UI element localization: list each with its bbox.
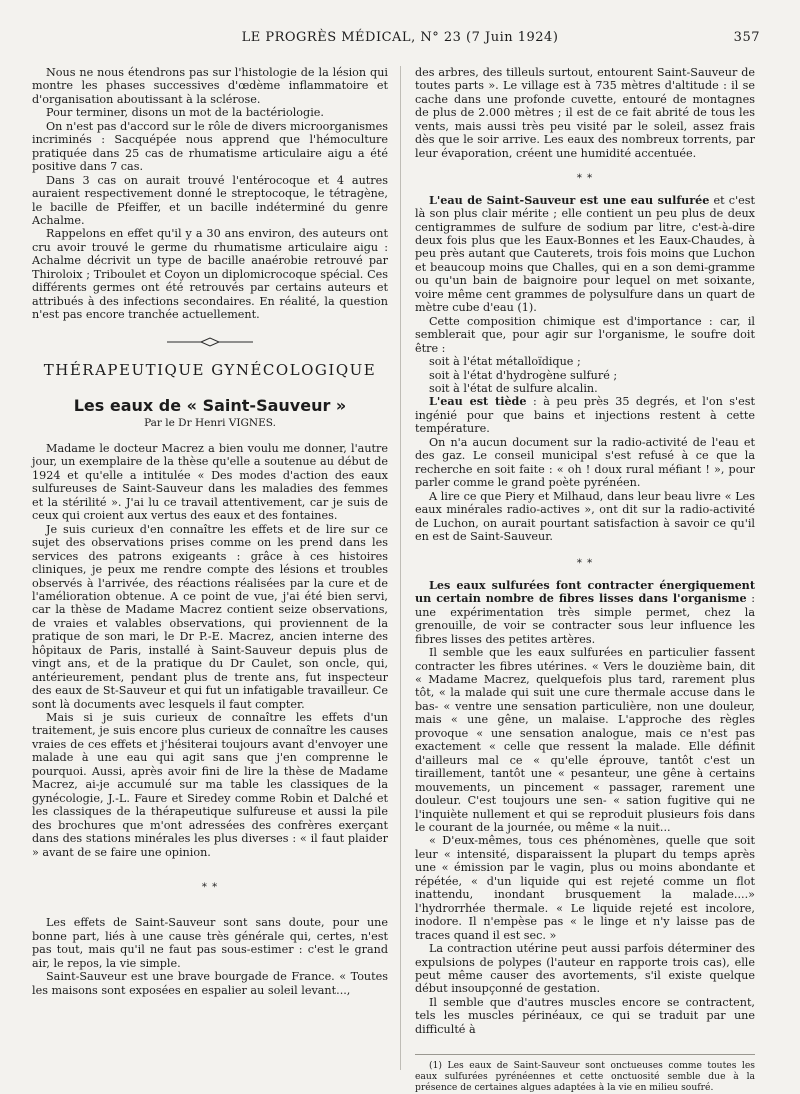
paragraph: Mais si je suis curieux de connaître les effets d'un traitement, je suis encore plus curieux de connaître les causes vraies de ces effets et j'hésiterai toujours avant d'envoyer une malade à une eau qui agit sans que j'en comprenne le pourquoi. Aussi, après avoir fini de lire la thèse de Madame Macrez, ai-je accumulé sur ma table les classiques de la gynécologie, J.-L. Faure et Siredey comme Robin et Dalché et les classiques de la thérapeutique sulfureuse et aussi la pile des brochures que m'ont adressées des confrères exerçant dans des stations minérales les plus diverses : « il faut plaider » avant de se faire une opinion.: [32, 711, 388, 859]
ornament-divider: [32, 336, 388, 350]
subhead: Les eaux sulfurées font contracter énergiquement un certain nombre de fibres lisses dans l'organisme: [415, 577, 755, 606]
footnote-rule: [415, 1054, 755, 1055]
paragraph: Je suis curieux d'en connaître les effets et de lire sur ce sujet des observations prises comme on les prend dans les services des patrons exigeants : grâce à ces histoires cliniques, je peux me rendre compte des lésions et troubles observés à l'arrivée, des réactions réalisées par la cure et de l'amélioration obtenue. A ce point de vue, j'ai été bien servi, car la thèse de Madame Macrez contient seize observations, de vraies et valables observations, qui proviennent de la pratique de son mari, le Dr P.-E. Macrez, ancien interne des hôpitaux de Paris, installé à Saint-Sauveur depuis plus de vingt ans, et de la pratique du Dr Caulet, son oncle, qui, antérieurement, pendant plus de trente ans, fut inspecteur des eaux de St-Sauveur et qui fut un infatigable travailleur. Ce sont là documents avec lesquels il faut compter.: [32, 522, 388, 711]
paragraph: Les eaux sulfurées font contracter énergiquement un certain nombre de fibres lisses dans l'organisme : une expérimentation très simple permet, chez la grenouille, de voir se contracter sous leur influence les fibres lisses des petites artères.: [415, 577, 756, 646]
paragraph: des arbres, des tilleuls surtout, entourent Saint-Sauveur de toutes parts ». Le village est à 735 mètres d'altitude : il se cache dans une profonde cuvette, entouré de montagnes de plus de 2.000 mètres ; il est de ce fait abrité de tous les vents, mais aussi très peu visité par le soleil, assez frais dès que le soir arrive. Les eaux des nombreux torrents, par leur évaporation, créent une humidité accentuée.: [415, 66, 755, 160]
paragraph: Il semble que d'autres muscles encore se contractent, tels les muscles périnéaux, ce qui se traduit par une difficulté à: [415, 995, 755, 1036]
paragraph: Madame le docteur Macrez a bien voulu me donner, l'autre jour, un exemplaire de la thèse qu'elle a soutenue au début de 1924 et qu'elle a intitulée « Des modes d'action des eaux sulfureuses de Saint-Sauveur dans les maladies des femmes et la stérilité ». J'ai lu ce travail attentivement, car je suis de ceux qui croient aux vertus des eaux et des fontaines.: [32, 441, 388, 523]
journal-title: LE PROGRÈS MÉDICAL, N° 23 (7 Juin 1924): [241, 30, 559, 45]
paragraph: A lire ce que Piery et Milhaud, dans leur beau livre « Les eaux minérales radio-actives », ont dit sur la radio-activité de Luchon, on aurait pourtant satisfaction à savoir ce qu'il en est de Saint-Sauveur.: [415, 489, 755, 543]
byline: Par le Dr Henri VIGNES.: [144, 416, 276, 429]
list-item: soit à l'état métalloïdique ;: [429, 355, 581, 369]
footnote: (1) Les eaux de Saint-Sauveur sont onctueuses comme toutes les eaux sulfurées pyrénéennes et cette onctuosité semble due à la présence de certaines algues adaptées à la vie en milieu soufré.: [415, 1060, 755, 1093]
paragraph: L'eau est tiède : à peu près 35 degrés, et l'on s'est ingénié pour que bains et injections restent à cette température.: [415, 394, 755, 436]
subhead: L'eau est tiède: [429, 394, 527, 409]
section-title: THÉRAPEUTIQUE GYNÉCOLOGIQUE: [43, 360, 377, 379]
section-stars: * *: [576, 558, 594, 570]
paragraph: On n'est pas d'accord sur le rôle de divers microorganismes incriminés : Sacquépée nous apprend que l'hémoculture pratiquée dans 25 cas de rhumatisme articulaire aigu a été positive dans 7 cas.: [32, 119, 388, 174]
paragraph: On n'a aucun document sur la radio-activité de l'eau et des gaz. Le conseil municipal s'est refusé à ce que la recherche en soit faite : « oh ! doux rural méfiant ! », pour parler comme le grand poète pyrénéen.: [415, 435, 755, 490]
paragraph: L'eau de Saint-Sauveur est une eau sulfurée et c'est là son plus clair mérite ; elle contient un peu plus de deux centigrammes de sulfure de sodium par litre, c'est-à-dire deux fois plus que les Eaux-Bonnes et les Eaux-Chaudes, à peu près autant que Cauterets, trois fois moins que Luchon et beaucoup moins que Challes, qui en a son demi-gramme ou qu'un bain de baignoire pour lequel on met soixante, voire même cent grammes de polysulfure dans un quart de mètre cube d'eau (1).: [415, 192, 755, 315]
page-number: 357: [733, 30, 760, 45]
right-column: [415, 66, 755, 1094]
column-divider: [400, 66, 401, 1070]
subhead: L'eau de Saint-Sauveur est une eau sulfurée: [429, 192, 710, 207]
section-stars: * *: [201, 882, 219, 894]
paragraph: La contraction utérine peut aussi parfois déterminer des expulsions de polypes (l'auteur en rapporte trois cas), elle peut même causer des avortements, s'il existe quelque début insoupçonné de gestation.: [415, 942, 755, 996]
paragraph: Dans 3 cas on aurait trouvé l'entérocoque et 4 autres auraient respectivement donné le streptocoque, le tétragène, le bacille de Pfeiffer, et un bacille indéterminé du genre Achalme.: [32, 173, 388, 227]
article-title: Les eaux de « Saint-Sauveur »: [73, 396, 347, 416]
paragraph: Nous ne nous étendrons pas sur l'histologie de la lésion qui montre les phases successives d'œdème inflammatoire et d'organisation aboutissant à la sclérose.: [32, 66, 388, 106]
left-column: [32, 66, 388, 997]
paragraph: Pour terminer, disons un mot de la bactériologie.: [46, 106, 324, 120]
paragraph: Saint-Sauveur est une brave bourgade de France. « Toutes les maisons sont exposées en espalier au soleil levant...,: [32, 970, 388, 997]
section-stars: * *: [576, 173, 594, 185]
running-head: [40, 30, 760, 52]
list-item: soit à l'état de sulfure alcalin.: [429, 381, 598, 395]
paragraph: Cette composition chimique est d'importance : car, il semblerait que, pour agir sur l'organisme, le soufre doit être :: [415, 314, 755, 355]
paragraph: Il semble que les eaux sulfurées en particulier fassent contracter les fibres utérines. « Vers le douzième bain, dit « Madame Macrez, quelquefois plus tard, rarement plus tôt, « la malade qui suit une cure thermale accuse dans le bas- « ventre une sensation particulière, non une douleur, mais « une gêne, un malaise. L'approche des règles provoque « une sensation analogue, mais ce n'est pas exactement « celle que ressent la malade. Elle définit d'ailleurs mal ce « qu'elle éprouve, tantôt c'est un tiraillement, tantôt une « pesanteur, une gêne à certains mouvements, un pincement « passager, rarement une douleur. C'est toujours une sen- « sation fugitive qui ne l'inquiète nullement et qui se reproduit plusieurs fois dans le courant de la journée, ou même « la nuit...: [415, 646, 755, 835]
paragraph: Rappelons en effet qu'il y a 30 ans environ, des auteurs ont cru avoir trouvé le germe du rhumatisme articulaire aigu : Achalme décrivit un type de bacille anaérobie retrouvé par Thiroloix ; Triboulet et Coyon un diplomicrocoque spécial. Ces différents germes ont été retrouvés par certains auteurs et attribués à des infections secondaires. En réalité, la question n'est pas encore tranchée actuellement.: [32, 227, 388, 322]
paragraph: « D'eux-mêmes, tous ces phénomènes, quelle que soit leur « intensité, disparaissent la plupart du temps après une « émission par le vagin, plus ou moins abondante et répétée, « d'un liquide qui est rejeté comme un flot inattendu, inondant brusquement la malade....» l'hydrorrhée thermale. « Le liquide rejeté est incolore, inodore. Il n'empèse pas « le linge et n'y laisse pas de traces quand il est sec. »: [415, 834, 755, 942]
paragraph: Les effets de Saint-Sauveur sont sans doute, pour une bonne part, liés à une cause très générale qui, certes, n'est pas tout, mais qu'il ne faut pas sous-estimer : c'est le grand air, le repos, la vie simple.: [32, 916, 388, 970]
list-item: soit à l'état d'hydrogène sulfuré ;: [429, 368, 618, 382]
